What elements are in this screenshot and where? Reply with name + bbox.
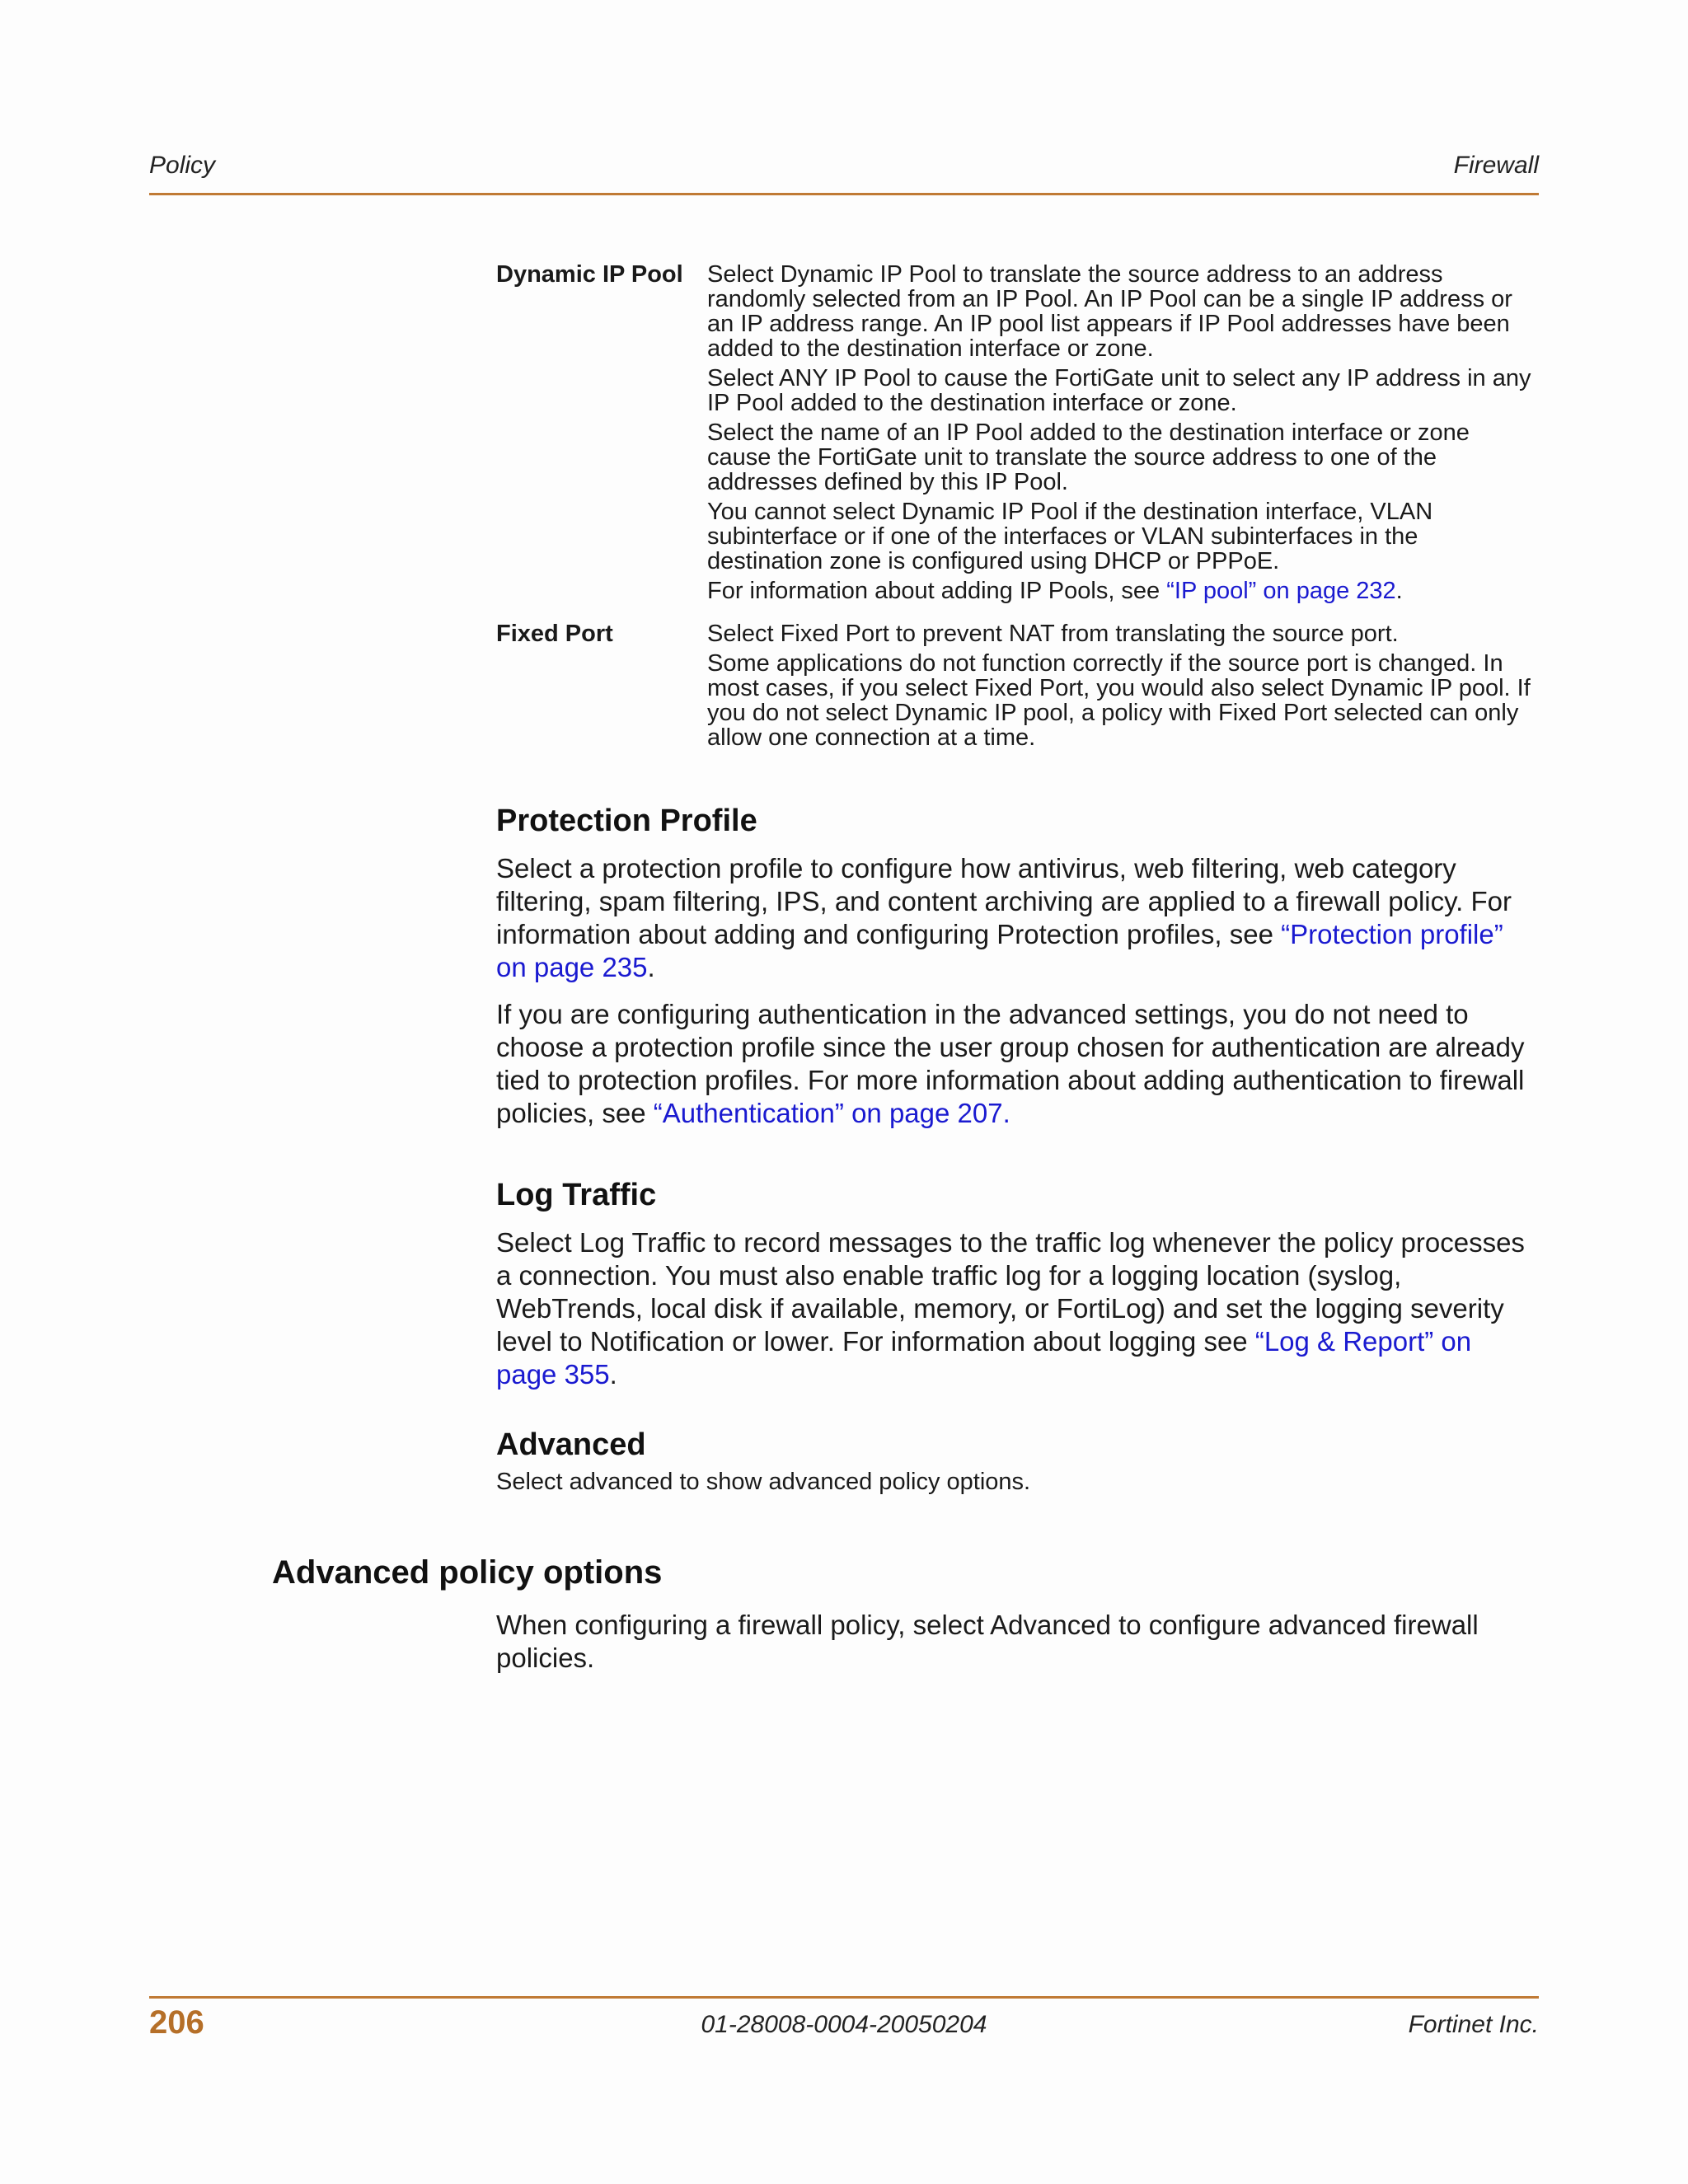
definition-description bbox=[707, 262, 1538, 608]
advanced-paragraph: Select advanced to show advanced policy options. bbox=[496, 1469, 1031, 1495]
main-content bbox=[496, 803, 1538, 1510]
log-report-link[interactable]: “Log & Report” on page 355 bbox=[496, 1326, 1472, 1390]
definition-paragraph: Some applications do not function correctly if the source port is changed. In most cases, if you select Fixed Port, you would also select Dynamic IP pool. If you do not select Dynamic IP pool, a policy with Fixed Port selected can only allow one connection at a time. bbox=[707, 650, 1531, 751]
definition-row-dynamic-ip-pool bbox=[496, 262, 1538, 608]
ip-pool-link[interactable]: “IP pool” on page 232 bbox=[1166, 578, 1396, 604]
definition-description bbox=[707, 621, 1538, 755]
link-suffix-text: . bbox=[1395, 578, 1403, 604]
header-section-title: Policy bbox=[149, 152, 216, 179]
footer-rule bbox=[149, 1996, 1539, 1999]
paragraph-text: If you are configuring authentication in the advanced settings, you do not need to choose a protection profile since the user group chosen for authentication are already tied to protection profiles. For more information about adding authentication to firewall policies, see bbox=[496, 999, 1525, 1128]
log-traffic-paragraph bbox=[496, 1226, 1538, 1391]
authentication-link[interactable]: “Authentication” on page 207. bbox=[653, 1098, 1010, 1128]
paragraph-text: Select a protection profile to configure how antivirus, web filtering, web category filtering, spam filtering, IPS, and content archiving are applied to a firewall policy. For information about adding and configuring Protection profiles, see bbox=[496, 853, 1512, 949]
advanced-policy-options-paragraph: When configuring a firewall policy, select Advanced to configure advanced firewall policies. bbox=[496, 1610, 1479, 1673]
protection-profile-paragraph bbox=[496, 852, 1538, 984]
definition-paragraph bbox=[707, 579, 1538, 603]
definition-term: Dynamic IP Pool bbox=[496, 261, 683, 288]
page-header bbox=[149, 152, 1539, 185]
header-rule bbox=[149, 193, 1539, 195]
document-number: 01-28008-0004-20050204 bbox=[701, 2011, 987, 2038]
header-chapter-title: Firewall bbox=[1453, 152, 1539, 179]
protection-profile-heading: Protection Profile bbox=[496, 804, 757, 838]
protection-profile-link[interactable]: “Protection profile” on page 235 bbox=[496, 919, 1503, 982]
advanced-policy-options-heading: Advanced policy options bbox=[272, 1554, 663, 1591]
advanced-heading: Advanced bbox=[496, 1427, 646, 1462]
definition-paragraph: Select ANY IP Pool to cause the FortiGate unit to select any IP address in any IP Pool added to the destination interface or zone. bbox=[707, 365, 1531, 416]
definition-table bbox=[496, 262, 1538, 768]
link-prefix-text: For information about adding IP Pools, see bbox=[707, 578, 1167, 604]
page-footer bbox=[149, 2004, 1539, 2046]
definition-paragraph: Select Dynamic IP Pool to translate the source address to an address randomly selected from an IP Pool. An IP Pool can be a single IP address or an IP address range. An IP pool list appears if IP Pool addresses have been added to the destination interface or zone. bbox=[707, 261, 1512, 362]
authentication-paragraph bbox=[496, 998, 1538, 1130]
company-name: Fortinet Inc. bbox=[1408, 2011, 1539, 2038]
paragraph-text: Select Log Traffic to record messages to the traffic log whenever the policy processes a connection. You must also enable traffic log for a logging location (syslog, WebTrends, local disk if available, memory, or FortiLog) and set the logging severity level to Notification or lower. For information about logging see bbox=[496, 1227, 1525, 1357]
advanced-policy-options-section bbox=[496, 1609, 1538, 1689]
page-number: 206 bbox=[149, 2004, 204, 2041]
paragraph-text: . bbox=[647, 952, 655, 982]
definition-paragraph: You cannot select Dynamic IP Pool if the destination interface, VLAN subinterface or if one of the interfaces or VLAN subinterfaces in the destination zone is configured using DHCP or PPPoE. bbox=[707, 499, 1433, 574]
definition-paragraph: Select the name of an IP Pool added to the destination interface or zone cause the FortiGate unit to translate the source address to one of the addresses defined by this IP Pool. bbox=[707, 419, 1470, 495]
log-traffic-heading: Log Traffic bbox=[496, 1178, 657, 1212]
definition-paragraph: Select Fixed Port to prevent NAT from translating the source port. bbox=[707, 621, 1399, 647]
definition-term: Fixed Port bbox=[496, 621, 613, 647]
definition-row-fixed-port bbox=[496, 621, 1538, 755]
paragraph-text: . bbox=[609, 1359, 617, 1390]
